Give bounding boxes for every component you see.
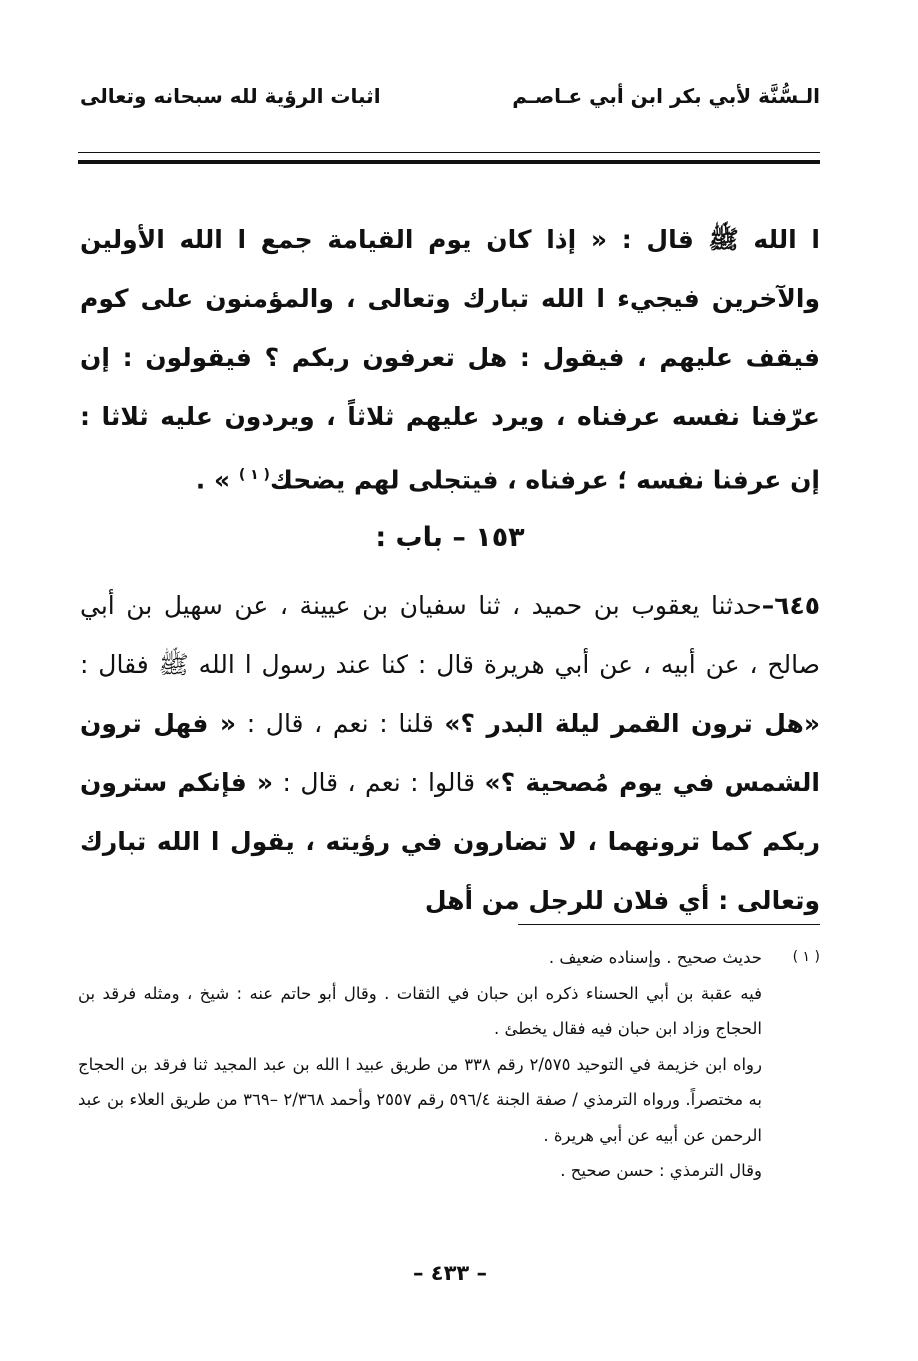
header-rule-thick (78, 160, 820, 164)
hadith-number: ٦٤٥ (774, 591, 820, 620)
page-number: – ٤٣٣ – (412, 1261, 488, 1285)
footnote-body (78, 940, 762, 1189)
matn-text-2: « فهل ترون الشمس في يوم مُصحية ؟» (80, 709, 821, 797)
running-header (80, 84, 820, 124)
narration-text-2: قالوا : نعم ، قال : (282, 768, 476, 797)
isnad-text: حدثنا يعقوب بن حميد ، ثنا سفيان بن عيينة ، عن سهيل بن أبي صالح ، عن أبيه ، عن أبي هريرة قال : كنا عند رسول ا الله ﷺ فقال : (80, 591, 820, 679)
matn-text-3: « فإنكم سترون ربكم كما ترونهما ، لا تضارون في رؤيته ، يقول ا الله تبارك وتعالى : أي فلان للرجل من أهل (80, 768, 820, 915)
footnote-line: وقال الترمذي : حسن صحيح . (560, 1161, 762, 1180)
footnote-marker: ( ١ ) (792, 949, 820, 965)
book-title: الـسُّنَّة لأبي بكر ابن أبي عـاصـم (512, 84, 820, 108)
header-rule-thin (78, 152, 820, 153)
hadith-645 (80, 576, 820, 930)
chapter-heading: ١٥٣ – باب : (375, 522, 525, 553)
matn-text-1: «هل ترون القمر ليلة البدر ؟» (444, 709, 820, 738)
footnote-rule (518, 924, 820, 925)
hadith-continuation (80, 210, 820, 509)
narration-text-1: قلنا : نعم ، قال : (246, 709, 434, 738)
footnote-line: رواه ابن خزيمة في التوحيد ٢/٥٧٥ رقم ٣٣٨ من طريق عبيد ا الله بن عبد المجيد ثنا فرقد بن الحجاج به مختصراً. ورواه الترمذي / صفة الجنة ٥٩٦/٤ رقم ٢٥٥٧ وأحمد ٢/٣٦٨ –٣٦٩ من طريق العلاء بن عبد الرحمن عن أبيه عن أبي هريرة . (78, 1054, 762, 1145)
footnote-line: فيه عقبة بن أبي الحسناء ذكره ابن حبان في الثقات . وقال أبو حاتم عنه : شيخ ، ومثله فرقد بن الحجاج وزاد ابن حبان فيه فقال يخطئ . (78, 983, 762, 1038)
footnotes (78, 940, 820, 1189)
footnote-reference: ( ١ ) (238, 467, 270, 483)
section-title: اثبات الرؤية لله سبحانه وتعالى (80, 84, 381, 108)
footnote-line: حديث صحيح . وإسناده ضعيف . (548, 948, 762, 967)
hadith-dash: – (761, 591, 775, 620)
closing-quote: » . (195, 465, 231, 495)
hadith-continuation-text: ا الله ﷺ قال : « إذا كان يوم القيامة جمع ا الله الأولين والآخرين فيجيء ا الله تبارك وتعالى ، والمؤمنون على كوم فيقف عليهم ، فيقول : هل تعرفون ربكم ؟ فيقولون : إن عرّفنا نفسه عرفناه ، ويرد عليهم ثلاثاً ، ويردون عليه ثلاثا : إن عرفنا نفسه ؛ عرفناه ، فيتجلى لهم يضحك (80, 225, 820, 495)
